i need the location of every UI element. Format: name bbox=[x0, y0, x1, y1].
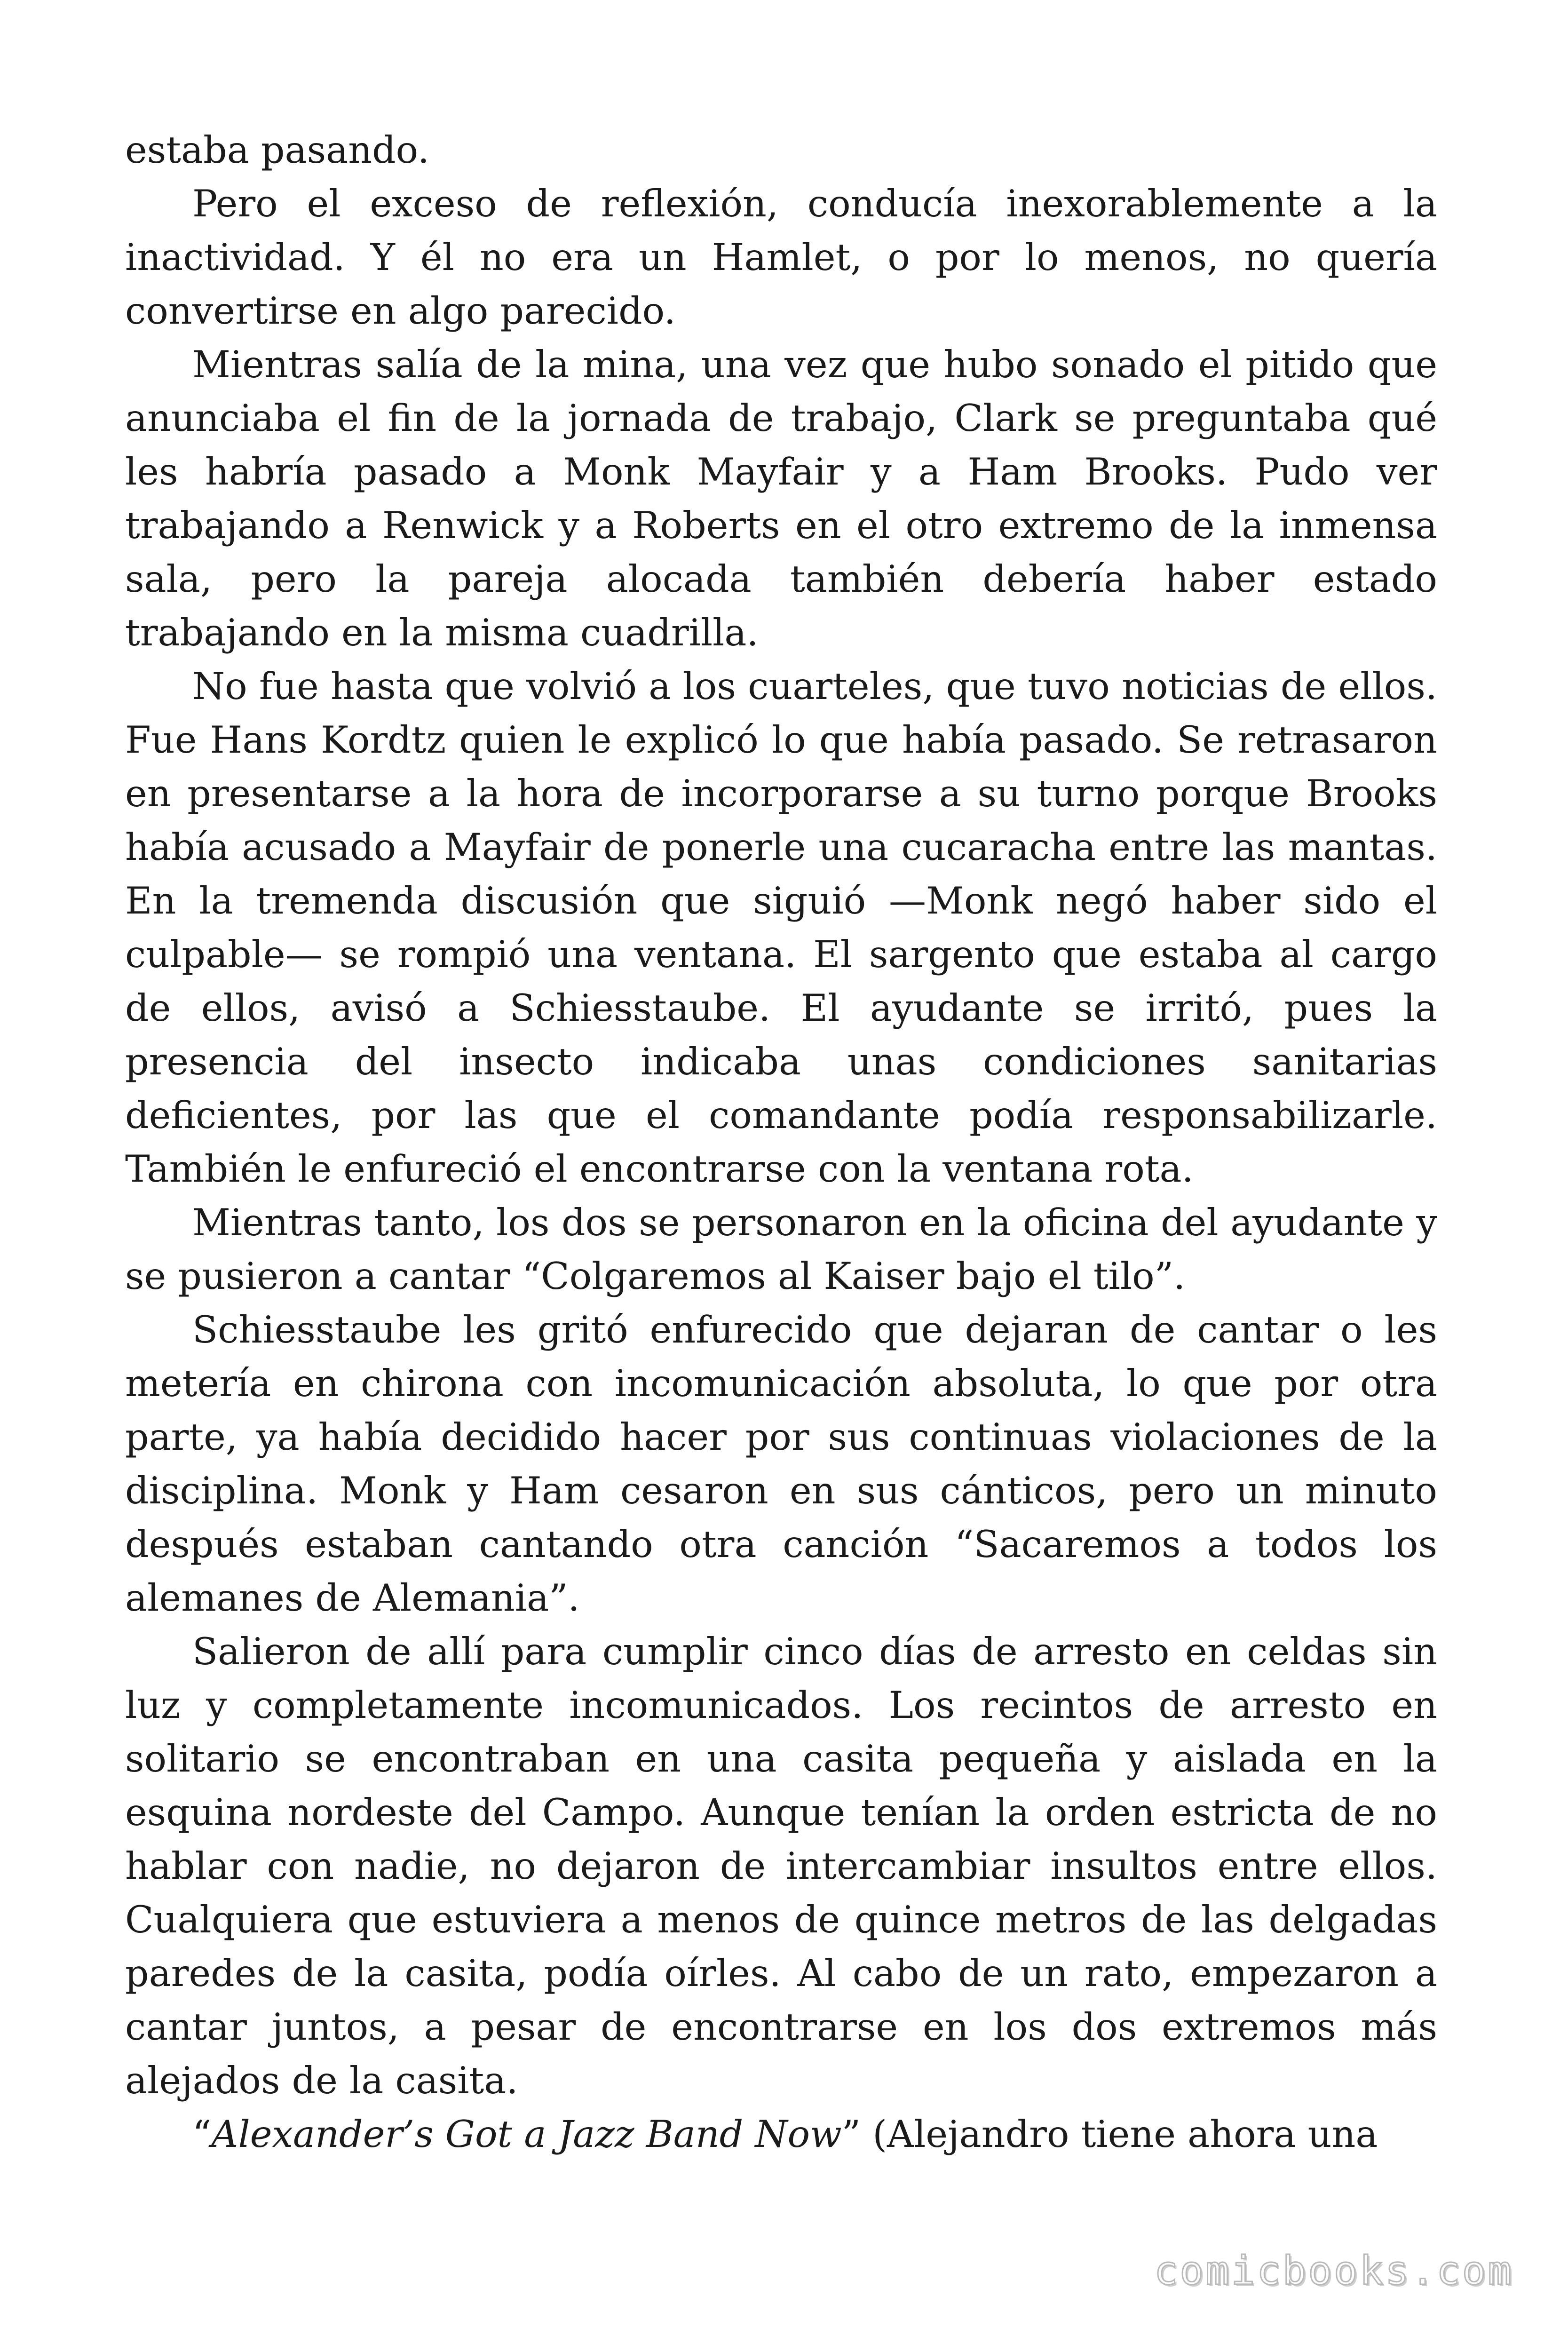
paragraph: Mientras tanto, los dos se personaron en la oficina del ayudante y se pusieron a cantar “Colgaremos al Kaiser bajo el tilo”. bbox=[125, 1201, 1437, 1298]
book-page-text bbox=[125, 123, 1437, 2161]
paragraph: Salieron de allí para cumplir cinco días de arresto en celdas sin luz y completamente incomunicados. Los recintos de arresto en solitario se encontraban en una casita pequeña y aislada en la esquina nordeste del Campo. Aunque tenían la orden estricta de no hablar con nadie, no dejaron de intercambiar insultos entre ellos. Cualquiera que estuviera a menos de quince metros de las delgadas paredes de la casita, podía oírles. Al cabo de un rato, empezaron a cantar juntos, a pesar de encontrarse en los dos extremos más alejados de la casita. bbox=[125, 1630, 1437, 2102]
open-quote: “ bbox=[192, 2113, 212, 2156]
song-title: Alexander’s Got a Jazz Band Now bbox=[211, 2113, 842, 2156]
paragraph: Pero el exceso de reflexión, conducía inexorablemente a la inactividad. Y él no era un Hamlet, o por lo menos, no quería convertirse en algo parecido. bbox=[125, 182, 1437, 333]
paragraph-continuation: estaba pasando. bbox=[125, 128, 429, 172]
watermark-logo: comicbooks.com bbox=[1154, 2248, 1513, 2294]
paragraph-last bbox=[125, 2107, 1437, 2161]
paragraph: No fue hasta que volvió a los cuarteles, que tuvo noticias de ellos. Fue Hans Kordtz quien le explicó lo que había pasado. Se retrasaron en presentarse a la hora de incorporarse a su turno porque Brooks había acusado a Mayfair de ponerle una cucaracha entre las mantas. En la tremenda discusión que siguió —Monk negó haber sido el culpable— se rompió una ventana. El sargento que estaba al cargo de ellos, avisó a Schiesstaube. El ayudante se irritó, pues la presencia del insecto indicaba unas condiciones sanitarias deficientes, por las que el comandante podía responsabilizarle. También le enfureció el encontrarse con la ventana rota. bbox=[125, 665, 1437, 1191]
paragraph-tail: ” (Alejandro tiene ahora una bbox=[841, 2113, 1378, 2156]
paragraph: Mientras salía de la mina, una vez que hubo sonado el pitido que anunciaba el fin de la jornada de trabajo, Clark se preguntaba qué les habría pasado a Monk Mayfair y a Ham Brooks. Pudo ver trabajando a Renwick y a Roberts en el otro extremo de la inmensa sala, pero la pareja alocada también debería haber estado trabajando en la misma cuadrilla. bbox=[125, 343, 1437, 654]
paragraph: Schiesstaube les gritó enfurecido que dejaran de cantar o les metería en chirona con incomunicación absoluta, lo que por otra parte, ya había decidido hacer por sus continuas violaciones de la disciplina. Monk y Ham cesaron en sus cánticos, pero un minuto después estaban cantando otra canción “Sacaremos a todos los alemanes de Alemania”. bbox=[125, 1308, 1437, 1620]
